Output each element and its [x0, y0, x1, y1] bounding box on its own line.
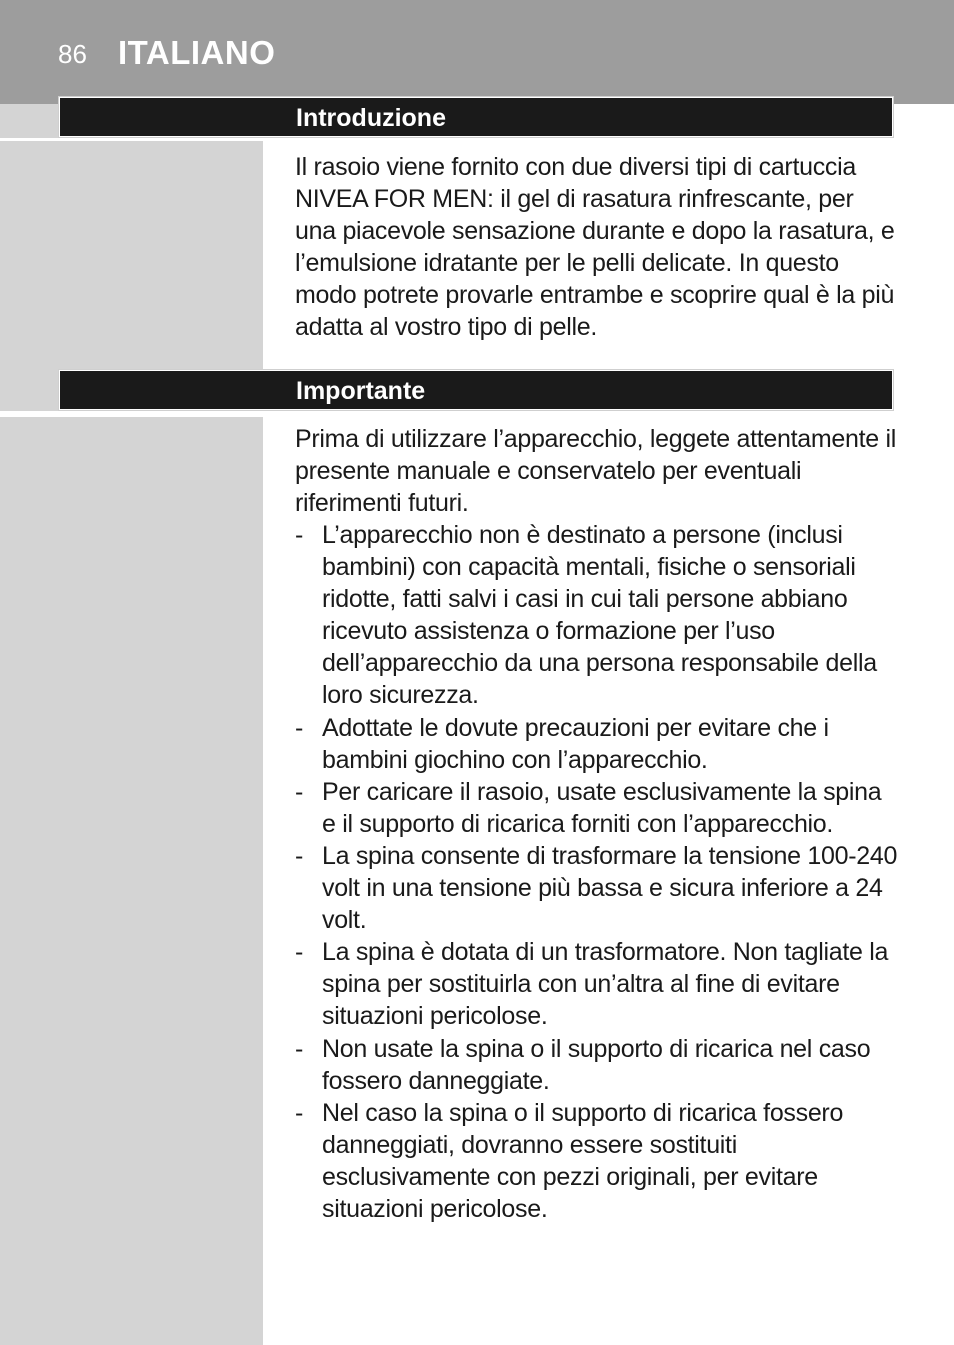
bullet-dash: - — [295, 777, 304, 806]
left-margin-column — [0, 104, 263, 1345]
list-item — [295, 1097, 900, 1225]
bullet-dash: - — [295, 713, 304, 742]
bullet-dash: - — [295, 841, 304, 870]
list-item — [295, 1033, 900, 1097]
list-item — [295, 840, 900, 936]
language-title: ITALIANO — [118, 34, 276, 71]
list-item-text: La spina consente di trasformare la tensione 100-240 volt in una tensione più bassa e sicura inferiore a 24 volt. — [322, 841, 898, 935]
section-header-importante — [58, 369, 894, 411]
bullet-dash: - — [295, 938, 304, 967]
section-header-introduzione — [58, 96, 894, 138]
list-item — [295, 712, 900, 776]
list-item — [295, 519, 900, 712]
list-item-text: La spina è dotata di un trasformatore. Non tagliate la spina per sostituirla con un’altra al fine di evitare situazioni pericolose. — [322, 938, 889, 1031]
page-number: 86 — [58, 39, 87, 69]
bullet-dash: - — [295, 1098, 304, 1127]
safety-bullet-list — [295, 519, 900, 1225]
bullet-dash: - — [295, 1034, 304, 1063]
intro-paragraph: Il rasoio viene fornito con due diversi tipi di cartuccia NIVEA FOR MEN: il gel di rasatura rinfrescante, per una piacevole sensazione durante e dopo la rasatura, e l’emulsione idratante per le pelli delicate. In questo modo potrete provarle entrambe e scoprire qual è la più adatta al vostro tipo di pelle. — [295, 153, 895, 342]
list-item-text: Adottate le dovute precauzioni per evitare che i bambini giochino con l’apparecchio. — [322, 713, 829, 774]
list-item-text: L’apparecchio non è destinato a persone (inclusi bambini) con capacità mentali, fisiche o sensoriali ridotte, fatti salvi i casi in cui tali persone abbiano ricevuto assistenza o formazione per l’uso dell’apparecchio da una persona responsabile della loro sicurezza. — [322, 521, 877, 710]
important-paragraph: Prima di utilizzare l’apparecchio, leggete attentamente il presente manuale e conservatelo per eventuali riferimenti futuri. — [295, 425, 896, 518]
list-item-text: Non usate la spina o il supporto di ricarica nel caso fossero danneggiate. — [322, 1034, 871, 1095]
section-title: Introduzione — [296, 104, 446, 132]
margin-divider — [0, 138, 263, 141]
bullet-dash: - — [295, 521, 304, 549]
margin-divider — [0, 411, 263, 417]
section-title: Importante — [296, 377, 426, 405]
list-item-text: Per caricare il rasoio, usate esclusivamente la spina e il supporto di ricarica forniti con l’apparecchio. — [322, 777, 882, 838]
list-item — [295, 776, 900, 840]
list-item — [295, 936, 900, 1032]
list-item-text: Nel caso la spina o il supporto di ricarica fossero danneggiati, dovranno essere sostituiti esclusivamente con pezzi originali, per evitare situazioni pericolose. — [322, 1098, 844, 1223]
